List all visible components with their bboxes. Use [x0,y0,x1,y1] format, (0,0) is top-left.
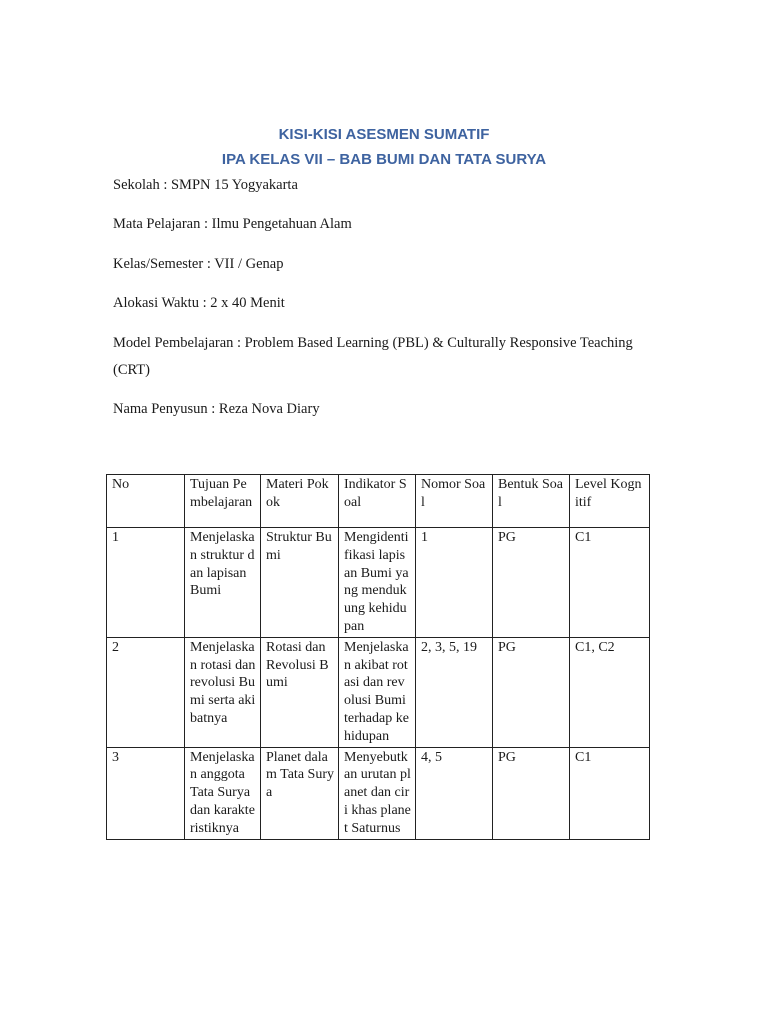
info-alokasi-waktu: Alokasi Waktu : 2 x 40 Menit [113,295,285,311]
info-mata-pelajaran: Mata Pelajaran : Ilmu Pengetahuan Alam [113,216,352,232]
cell-tujuan: Menjelaskan rotasi dan revolusi Bumi serta akibatnya [185,637,261,747]
table-header-row [107,475,650,528]
cell-level: C1 [570,528,650,638]
cell-level: C1, C2 [570,637,650,747]
cell-nomor: 2, 3, 5, 19 [416,637,493,747]
header-level-kognitif: Level Kognitif [570,475,650,528]
cell-nomor: 4, 5 [416,747,493,839]
cell-indikator: Menjelaskan akibat rotasi dan revolusi Bumi terhadap kehidupan [339,637,416,747]
cell-bentuk: PG [493,528,570,638]
header-materi-pokok: Materi Pokok [261,475,339,528]
cell-materi: Rotasi dan Revolusi Bumi [261,637,339,747]
info-model-pembelajaran: Model Pembelajaran : Problem Based Learning (PBL) & Culturally Responsive Teaching (CRT) [113,335,633,378]
kisi-kisi-table [106,474,650,840]
info-nama-penyusun: Nama Penyusun : Reza Nova Diary [113,401,320,417]
cell-level: C1 [570,747,650,839]
info-kelas-semester: Kelas/Semester : VII / Genap [113,256,284,272]
document-title: KISI-KISI ASESMEN SUMATIF [278,126,490,143]
table-row [107,747,650,839]
header-no: No [107,475,185,528]
cell-no: 3 [107,747,185,839]
document-subtitle: IPA KELAS VII – BAB BUMI DAN TATA SURYA [221,151,547,168]
header-bentuk-soal: Bentuk Soal [493,475,570,528]
cell-materi: Planet dalam Tata Surya [261,747,339,839]
cell-nomor: 1 [416,528,493,638]
header-tujuan-pembelajaran: Tujuan Pembelajaran [185,475,261,528]
cell-tujuan: Menjelaskan anggota Tata Surya dan karakteristiknya [185,747,261,839]
cell-no: 1 [107,528,185,638]
cell-no: 2 [107,637,185,747]
cell-indikator: Mengidentifikasi lapisan Bumi yang mendukung kehidupan [339,528,416,638]
cell-indikator: Menyebutkan urutan planet dan ciri khas planet Saturnus [339,747,416,839]
cell-bentuk: PG [493,637,570,747]
table-row [107,528,650,638]
cell-materi: Struktur Bumi [261,528,339,638]
info-sekolah: Sekolah : SMPN 15 Yogyakarta [113,177,298,193]
cell-tujuan: Menjelaskan struktur dan lapisan Bumi [185,528,261,638]
header-nomor-soal: Nomor Soal [416,475,493,528]
cell-bentuk: PG [493,747,570,839]
table-row [107,637,650,747]
header-indikator-soal: Indikator Soal [339,475,416,528]
